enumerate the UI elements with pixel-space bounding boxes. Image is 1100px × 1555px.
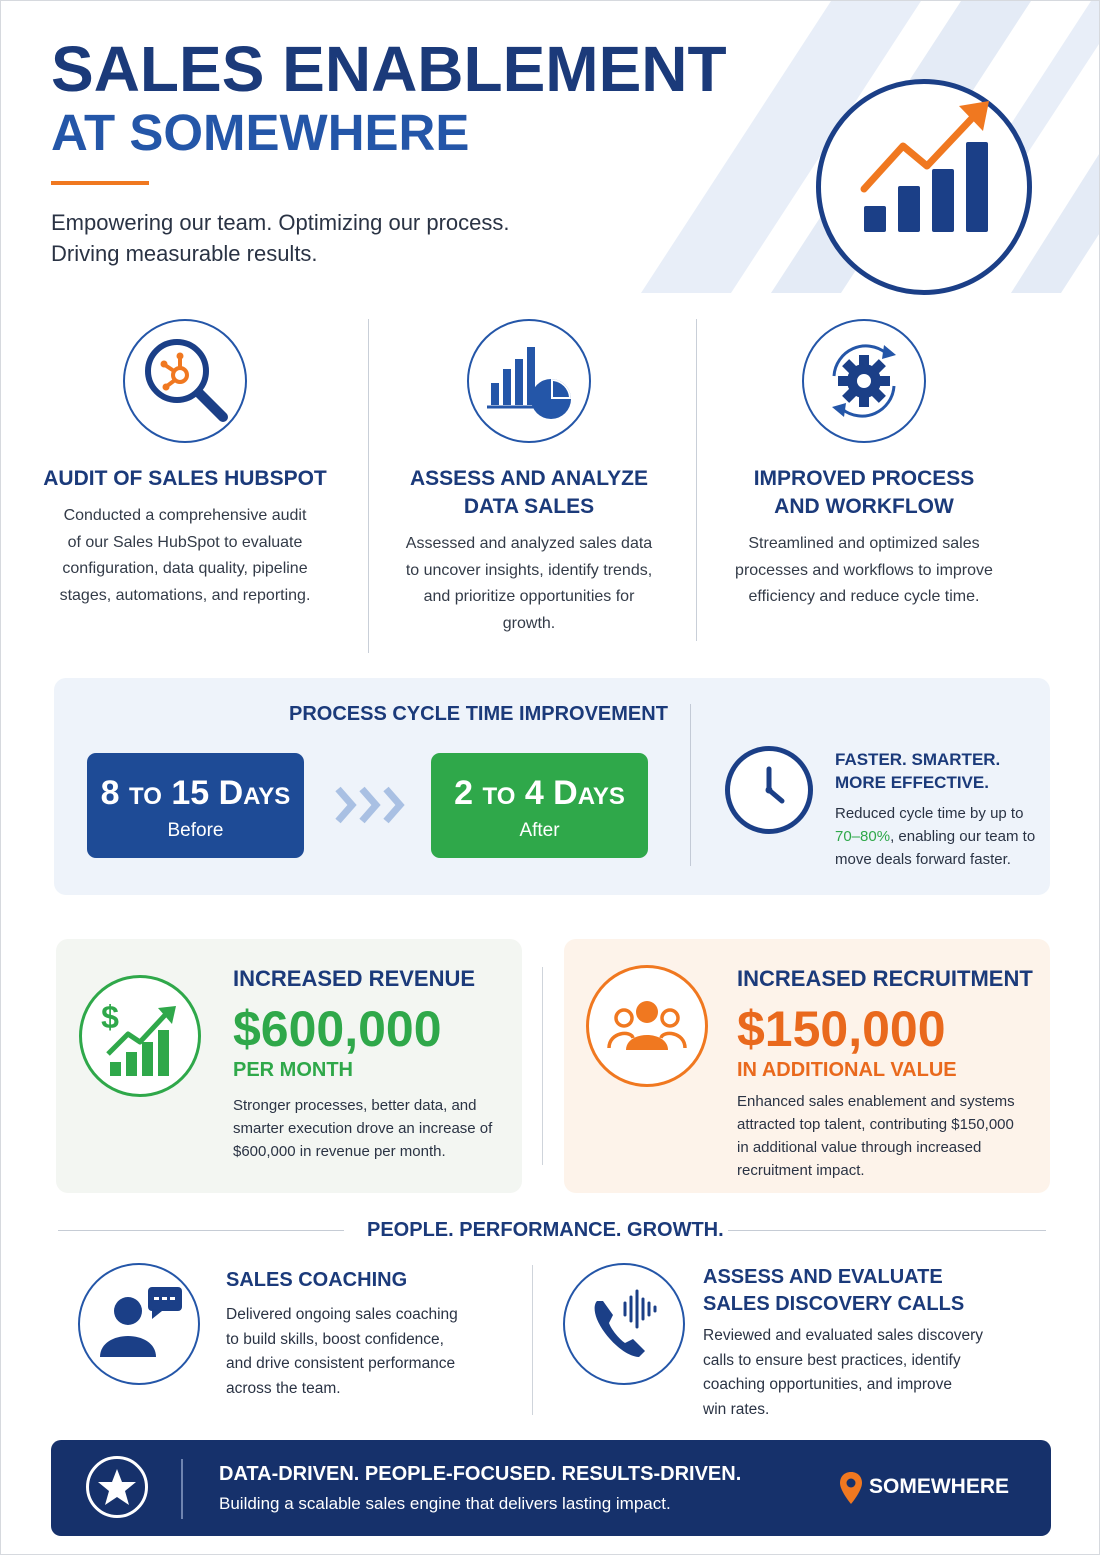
page-subtitle-title: AT SOMEWHERE — [51, 104, 470, 161]
hubspot-magnifier-icon — [123, 319, 247, 443]
revenue-sub: PER MONTH — [233, 1059, 353, 1081]
location-pin-icon — [839, 1471, 863, 1505]
pillar-title: ASSESS AND ANALYZE DATA SALES — [409, 467, 649, 518]
star-icon — [86, 1456, 148, 1518]
after-label: After — [519, 820, 560, 841]
pillar-title: AUDIT OF SALES HUBSPOT — [43, 467, 327, 490]
footer-title: DATA-DRIVEN. PEOPLE-FOCUSED. RESULTS-DRIVEN. — [219, 1463, 742, 1485]
pillar-title: IMPROVED PROCESS AND WORKFLOW — [753, 467, 975, 518]
calls-description: Reviewed and evaluated sales discovery calls to ensure best practices, identify coaching opportunities, and improve win rates. — [703, 1327, 984, 1418]
divider — [696, 319, 697, 641]
process-highlight: 70–80% — [835, 828, 891, 845]
footer-subtitle: Building a scalable sales engine that delivers lasting impact. — [219, 1494, 671, 1513]
team-people-icon — [586, 965, 708, 1087]
revenue-description: Stronger processes, better data, and smarter execution drove an increase of $600,000 in revenue per month. — [233, 1097, 493, 1160]
divider — [542, 967, 543, 1165]
revenue-growth-icon — [79, 975, 201, 1097]
pillar-description: Conducted a comprehensive audit of our Sales HubSpot to evaluate configuration, data quality, pipeline stages, automations, and reporting. — [59, 507, 311, 604]
bar-pie-chart-icon — [467, 319, 591, 443]
before-box — [87, 753, 304, 858]
process-description — [835, 802, 1045, 871]
brand-name: SOMEWHERE — [869, 1475, 1010, 1498]
coaching-description: Delivered ongoing sales coaching to build skills, boost confidence, and drive consistent performance across the team. — [226, 1306, 458, 1397]
process-desc-pre: Reduced cycle time by up to — [835, 805, 1024, 822]
growth-chart-icon — [816, 79, 1032, 295]
tagline: Empowering our team. Optimizing our process. Driving measurable results. — [51, 210, 510, 266]
pillar-description: Assessed and analyzed sales data to uncover insights, identify trends, and prioritize opportunities for growth. — [405, 535, 653, 632]
pillar-description: Streamlined and optimized sales processes and workflows to improve efficiency and reduce cycle time. — [735, 535, 993, 605]
revenue-value: $600,000 — [233, 1001, 442, 1057]
process-title: PROCESS CYCLE TIME IMPROVEMENT — [289, 703, 668, 725]
people-title: PEOPLE. PERFORMANCE. GROWTH. — [367, 1219, 724, 1241]
coaching-title: SALES COACHING — [226, 1269, 408, 1291]
coaching-chat-icon — [78, 1263, 200, 1385]
phone-call-icon — [563, 1263, 685, 1385]
recruitment-value: $150,000 — [737, 1001, 946, 1057]
divider — [532, 1265, 533, 1415]
svg-text:$: $ — [101, 999, 119, 1035]
revenue-label: INCREASED REVENUE — [233, 966, 476, 991]
pillar-analyze — [369, 319, 689, 637]
recruitment-description: Enhanced sales enablement and systems attracted top talent, contributing $150,000 in additional value through increased recruitment impact. — [737, 1093, 1015, 1179]
gear-cycle-icon — [802, 319, 926, 443]
title-underline — [51, 181, 149, 185]
clock-icon — [725, 746, 813, 834]
after-value: 2 to 4 Days — [454, 774, 625, 812]
divider — [181, 1459, 183, 1519]
before-label: Before — [167, 820, 224, 841]
divider — [58, 1230, 344, 1231]
recruitment-sub: IN ADDITIONAL VALUE — [737, 1059, 957, 1081]
chevrons-right-icon — [334, 785, 408, 825]
after-box — [431, 753, 648, 858]
calls-title: ASSESS AND EVALUATE SALES DISCOVERY CALLS — [703, 1266, 965, 1315]
pillar-process — [704, 319, 1024, 611]
divider — [728, 1230, 1046, 1231]
before-value: 8 to 15 Days — [100, 774, 291, 812]
process-desc-post: , enabling our team to move deals forward faster. — [835, 828, 1036, 868]
pillar-audit — [25, 319, 345, 609]
process-headline: FASTER. SMARTER. MORE EFFECTIVE. — [835, 750, 1001, 792]
recruitment-label: INCREASED RECRUITMENT — [737, 966, 1033, 991]
divider — [690, 704, 691, 866]
page-title: SALES ENABLEMENT — [51, 33, 727, 105]
